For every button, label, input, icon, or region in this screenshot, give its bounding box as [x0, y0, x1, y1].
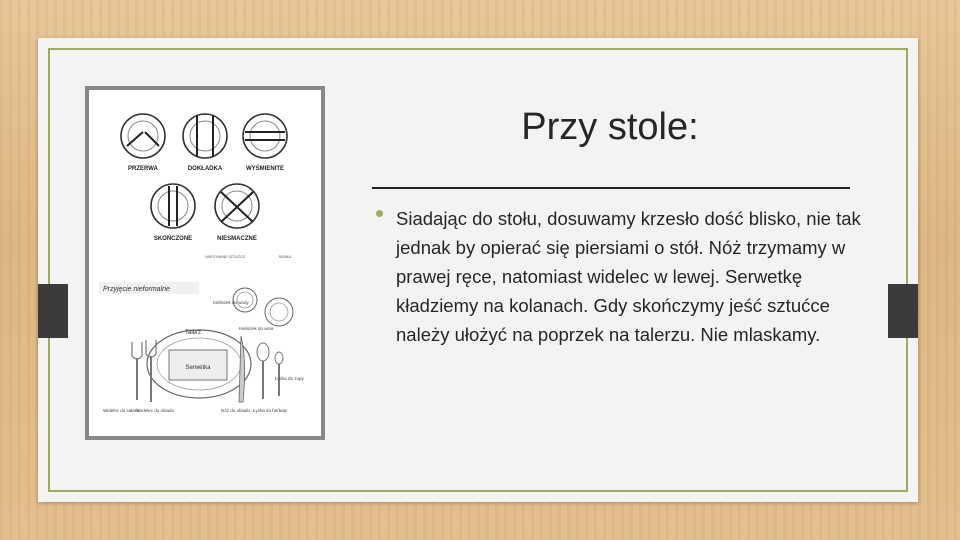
section-label: Przyjęcie nieformalne [103, 286, 170, 293]
label-fork-salad: Widelec do sałatki [103, 408, 140, 413]
plate-label-dokladka: DOKŁADKA [187, 166, 223, 172]
left-tab-decoration [38, 284, 68, 338]
salad-fork [132, 342, 142, 400]
small-caption: HARTOWANE SZTUĆCE [205, 255, 245, 259]
plate-wysmienite [243, 114, 287, 172]
plate-skonczone [151, 184, 195, 242]
label-glass-water: Kieliszek do wody [213, 300, 249, 305]
label-spoon-soup: Łyżka do zupy [275, 376, 304, 381]
plate-label-przerwa: PRZERWA [128, 166, 158, 172]
soup-spoon [257, 343, 269, 399]
slide-title: Przy stole: [521, 106, 699, 148]
label-fork-dinner: Widelec do obiadu [137, 408, 175, 413]
label-knife: Nóż do obiadu [221, 408, 251, 413]
right-tab-decoration [888, 284, 918, 338]
plate-label-wysmienite: WYŚMIENITE [245, 166, 285, 172]
tea-spoon [275, 352, 283, 396]
plate-niesmaczne [215, 184, 259, 242]
label-napkin: Serwetka [185, 365, 211, 371]
plate-dokladka [183, 114, 227, 172]
plate-label-skonczone: SKOŃCZONE [153, 236, 193, 242]
plate-przerwa [121, 114, 165, 172]
label-spoon-tea: Łyżka do herbaty [253, 408, 288, 413]
table-etiquette-illustration [85, 86, 325, 440]
bullet-item [372, 204, 862, 349]
label-glass-wine: Kieliszek do wina [239, 326, 274, 331]
bullet-text: Siadając do stołu, dosuwamy krzesło dość blisko, nie tak jednak by opierać się piersiami o stół. Nóż trzymamy w prawej ręce, natomiast widelec w lewej. Serwetkę kładziemy na kolanach. Gdy skończymy jeść sztućce należy ułożyć na poprzek na talerzu. Nie mlaskamy. [396, 208, 861, 345]
water-glass [265, 298, 293, 326]
small-caption-right: RABIKA [278, 255, 292, 259]
plate-label-niesmaczne: NIESMACZNE [217, 236, 257, 242]
title-divider [372, 187, 850, 189]
label-plate: Talerz [185, 330, 202, 336]
bullet-dot-icon [376, 210, 383, 217]
